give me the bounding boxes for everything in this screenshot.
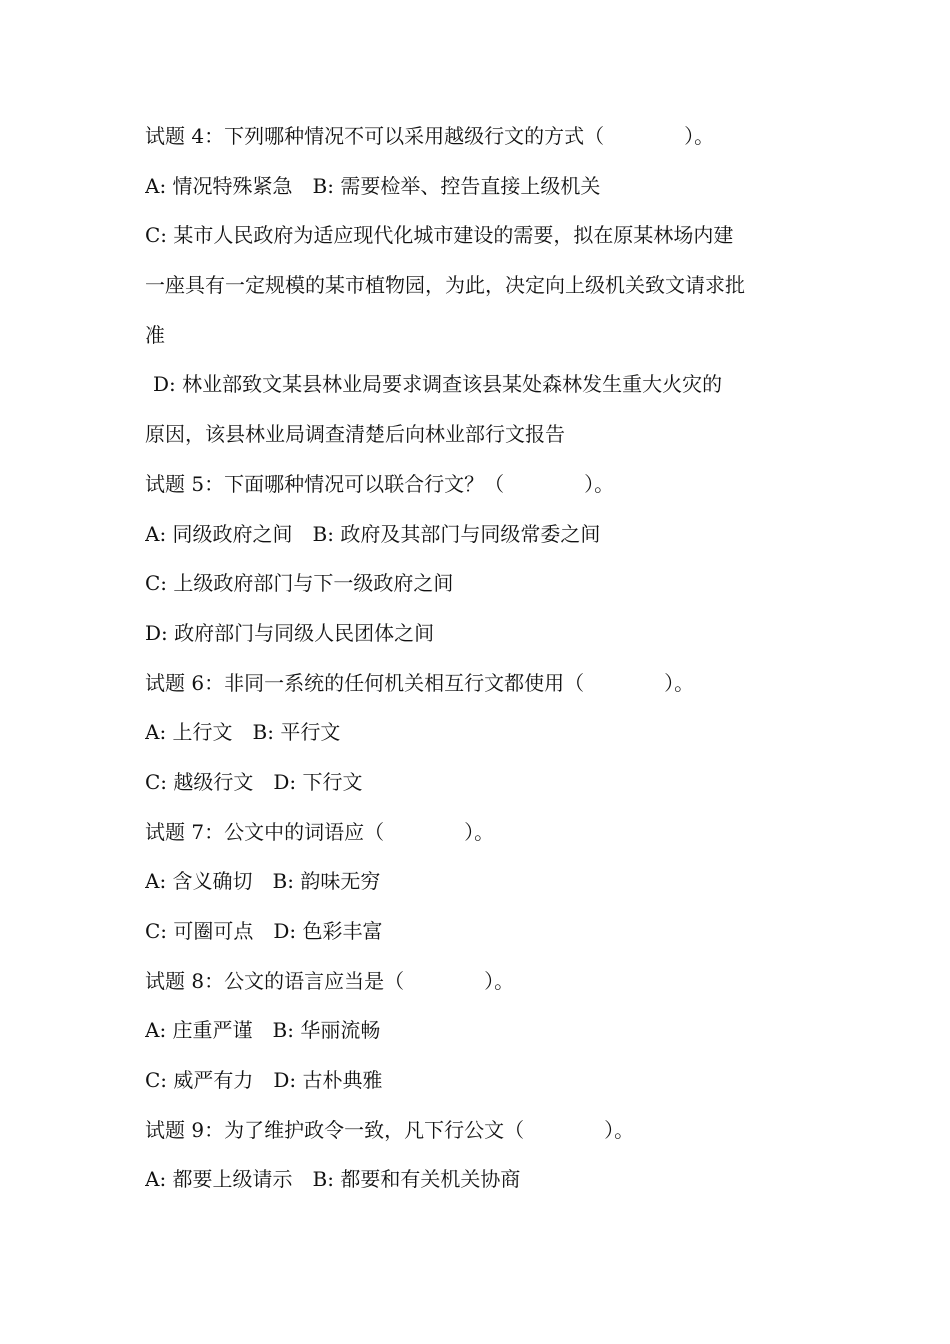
question-4-options-ab: A: 情况特殊紧急 B: 需要检举、控告直接上级机关 — [145, 173, 601, 198]
question-5-option-d: D: 政府部门与同级人民团体之间 — [145, 620, 435, 645]
question-4-option-d-line-1: D: 林业部致文某县林业局要求调查该县某处森林发生重大火灾的 — [153, 372, 723, 397]
question-8-options-ab: A: 庄重严谨 B: 华丽流畅 — [145, 1018, 381, 1043]
question-8-options-cd: C: 威严有力 D: 古朴典雅 — [145, 1068, 383, 1093]
question-6-options-ab: A: 上行文 B: 平行文 — [145, 720, 341, 745]
question-4-option-c-line-1: C: 某市人民政府为适应现代化城市建设的需要，拟在原某林场内建 — [145, 223, 734, 248]
question-7-options-cd: C: 可圈可点 D: 色彩丰富 — [145, 919, 383, 943]
question-5-text: 试题 5：下面哪种情况可以联合行文？（ ）。 — [145, 471, 615, 496]
question-4-text: 试题 4：下列哪种情况不可以采用越级行文的方式（ ）。 — [145, 124, 715, 148]
question-8-text: 试题 8：公文的语言应当是（ ）。 — [145, 968, 515, 993]
question-7-options-ab: A: 含义确切 B: 韵味无穷 — [145, 869, 381, 894]
question-4-option-c-line-2: 一座具有一定规模的某市植物园，为此，决定向上级机关致文请求批 — [145, 273, 745, 298]
question-6-options-cd: C: 越级行文 D: 下行文 — [145, 769, 363, 794]
question-9-text: 试题 9：为了维护政令一致，凡下行公文（ ）。 — [145, 1117, 635, 1142]
question-7-text: 试题 7：公文中的词语应（ ）。 — [145, 819, 495, 844]
question-6-text: 试题 6：非同一系统的任何机关相互行文都使用（ ）。 — [145, 670, 695, 695]
question-5-options-ab: A: 同级政府之间 B: 政府及其部门与同级常委之间 — [145, 521, 601, 546]
document-body — [145, 112, 815, 1205]
question-9-options-ab: A: 都要上级请示 B: 都要和有关机关协商 — [145, 1167, 521, 1192]
question-4-option-c-line-3: 准 — [145, 322, 165, 347]
question-5-option-c: C: 上级政府部门与下一级政府之间 — [145, 571, 454, 596]
question-4-option-d-line-2: 原因，该县林业局调查清楚后向林业部行文报告 — [145, 422, 565, 447]
